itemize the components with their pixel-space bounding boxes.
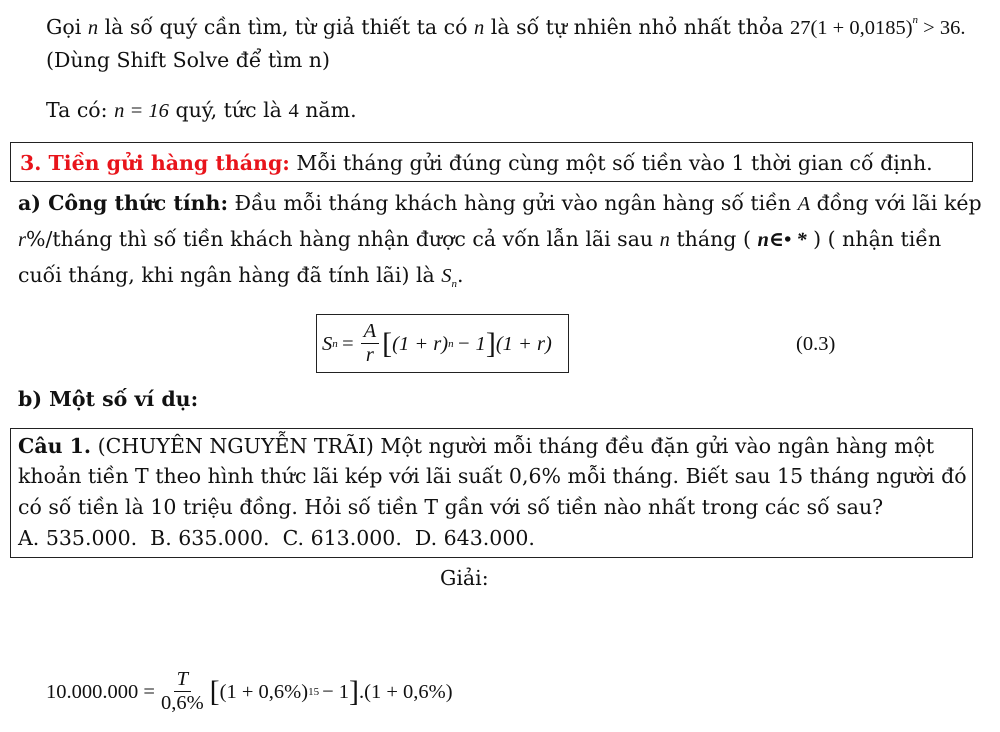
part-b-label: b) Một số ví dụ: [18,387,199,411]
solution-equation [46,664,453,720]
intro-text: Gọi [46,15,82,39]
solution-exponent: 15 [308,686,320,698]
formula-numerator: A [361,320,380,344]
formula-fraction [361,320,380,367]
solution-right-bracket: ] [349,675,359,708]
solution-denominator: 0,6% [160,691,204,714]
var-n-2: n [474,17,485,39]
question-line-2: khoản tiền T theo hình thức lãi kép với lãi suất 0,6% mỗi tháng. Biết sau 15 tháng người đó [18,464,967,488]
part-a-text-1: Đầu mỗi tháng khách hàng gửi vào ngân hàng số tiền [234,191,792,215]
solution-tail: .(1 + 0,6%) [359,680,453,703]
part-a-line-3 [18,263,464,290]
part-a-month: tháng ( [676,227,751,251]
result-number: 4 [288,100,299,122]
solution-heading: Giải: [440,566,489,590]
solution-left-bracket: [ [209,675,220,708]
section-3-heading [20,151,933,175]
natural-set: n∈• * [757,229,807,251]
result-prefix: Ta có: [46,98,108,122]
intro-text-mid: là số quý cần tìm, từ giả thiết ta có [104,15,468,39]
formula-denominator: r [365,343,374,366]
part-a-label: a) Công thức tính: [18,191,229,215]
var-n: n [87,17,99,39]
section-3-title: 3. Tiền gửi hàng tháng: [20,151,290,175]
result-text: quý, tức là [175,98,282,122]
var-S-sub: n [451,278,458,291]
question-text-1: (CHUYÊN NGUYỄN TRÃI) Một người mỗi tháng đều đặn gửi vào ngân hàng một [97,434,935,458]
part-a-text-2: %/tháng thì số tiền khách hàng nhận được cả vốn lẫn lãi sau [25,227,654,251]
question-line-3: có số tiền là 10 triệu đồng. Hỏi số tiền T gần với số tiền nào nhất trong các số sau? [18,495,884,519]
part-a-text-3: cuối tháng, khi ngân hàng đã tính lãi) là [18,263,435,287]
intro-text-tail: là số tự nhiên nhỏ nhất thỏa [490,15,784,39]
var-n-3: n [659,229,670,251]
question-options: A. 535.000. B. 635.000. C. 613.000. D. 643.000. [18,526,535,550]
formula-inner: (1 + r) [392,332,449,355]
inequality-rhs: > 36. [923,17,966,39]
intro-line-1 [46,14,965,40]
var-A: A [797,193,811,215]
inequality-exponent: n [912,14,919,26]
formula-right-bracket: ] [485,327,496,360]
inequality-base: 27(1 + 0,0185) [789,17,913,39]
question-label: Câu 1. [18,434,92,458]
part-a-text-2-tail: ) ( nhận tiền [813,227,942,251]
intro-line-3 [46,98,357,123]
formula-exponent: n [448,338,454,350]
question-line-1 [18,434,934,458]
intro-line-2: (Dùng Shift Solve để tìm n) [46,48,330,72]
formula-left-bracket: [ [382,327,393,360]
part-a-line-2 [18,227,941,252]
period: . [457,263,464,287]
solution-numerator: T [174,668,191,692]
solution-inner: (1 + 0,6%) [219,680,309,703]
formula-number: (0.3) [796,333,836,355]
inequality [789,14,966,39]
solution-fraction [158,668,207,715]
section-3-description: Mỗi tháng gửi đúng cùng một số tiền vào 1 thời gian cố định. [296,151,933,175]
formula [322,316,552,372]
result-equation: n = 16 [114,100,169,122]
formula-lhs: S [322,332,333,355]
formula-equals: = [340,332,355,355]
formula-minus-one: − 1 [456,332,486,355]
formula-tail: (1 + r) [495,332,552,355]
solution-lhs: 10.000.000 = [46,680,155,703]
var-S: S [441,265,452,287]
var-r: r [18,229,26,251]
result-unit: năm. [305,98,357,122]
part-a-line-1 [18,191,982,216]
var-Sn [441,265,458,291]
solution-minus-one: − 1 [322,680,349,703]
formula-lhs-sub: n [332,338,338,350]
part-a-text-1-tail: đồng với lãi kép [816,191,982,215]
